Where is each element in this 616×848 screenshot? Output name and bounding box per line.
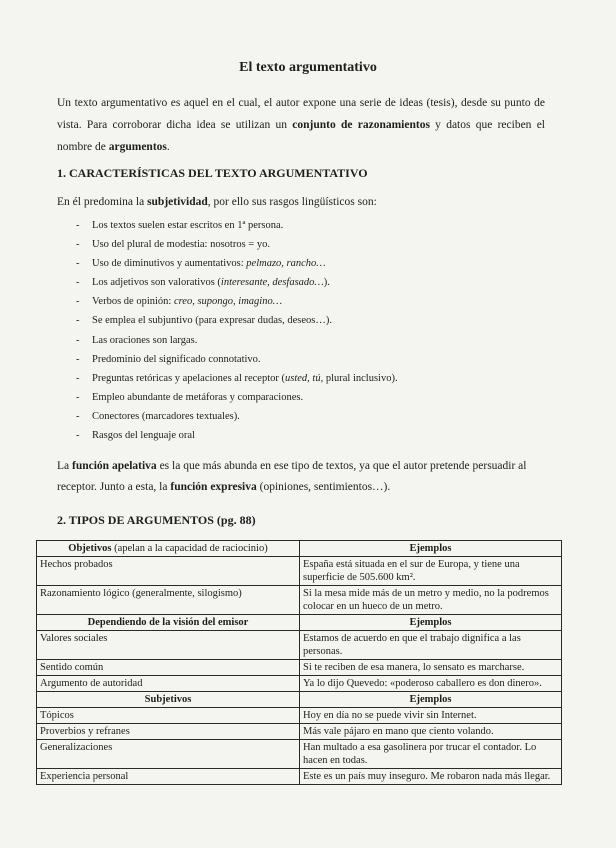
item-text: Verbos de opinión:	[92, 296, 174, 308]
argument-example: Estamos de acuerdo en que el trabajo dignifica a las personas.	[300, 631, 562, 660]
function-paragraph	[57, 456, 545, 498]
argument-type: Sentido común	[37, 660, 300, 676]
item-text: Los textos suelen estar escritos en 1ª persona.	[92, 220, 284, 231]
list-item: - Predominio del significado connotativo.	[76, 353, 261, 365]
item-text: Uso de diminutivos y aumentativos:	[92, 258, 247, 270]
table-row	[37, 676, 562, 692]
list-item: - Uso de diminutivos y aumentativos: pelmazo, rancho…	[76, 258, 326, 270]
list-item: - Rasgos del lenguaje oral	[76, 430, 195, 442]
examples-header: Ejemplos	[300, 615, 562, 631]
item-example: creo, supongo, imagino…	[173, 296, 283, 308]
argument-type: Razonamiento lógico (generalmente, silogismo)	[37, 586, 300, 615]
function-bold-b: función expresiva	[170, 481, 257, 493]
item-tail: plural inclusivo).	[323, 372, 398, 384]
item-text: Predominio del significado connotativo.	[92, 353, 261, 365]
item-text: Los adjetivos son valorativos (	[92, 277, 221, 289]
item-text: Preguntas retóricas y apelaciones al receptor (	[92, 372, 285, 384]
list-item: - Uso del plural de modestia: nosotros = yo.	[76, 239, 270, 251]
list-item: - Los textos suelen estar escritos en 1ª persona.	[76, 220, 284, 231]
table-row	[37, 586, 562, 615]
list-item: - Empleo abundante de metáforas y comparaciones.	[76, 391, 304, 403]
item-text: Rasgos del lenguaje oral	[92, 430, 195, 442]
subjective-header: Subjetivos	[37, 692, 300, 708]
list-item: - Las oraciones son largas.	[76, 334, 198, 346]
argument-example: Ya lo dijo Quevedo: «poderoso caballero es don dinero».	[300, 676, 562, 692]
intro-bold-a: conjunto de razonamientos	[292, 119, 430, 131]
lead-bold: subjetividad	[147, 196, 208, 208]
list-item: - Verbos de opinión: creo, supongo, imagino…	[76, 296, 283, 308]
list-item: - Los adjetivos son valorativos (interesante, desfasado…).	[76, 277, 330, 289]
argument-type: Tópicos	[37, 708, 300, 724]
argument-example: España está situada en el sur de Europa, y tiene una superficie de 505.600 km².	[300, 557, 562, 586]
examples-header: Ejemplos	[300, 692, 562, 708]
table-row	[37, 660, 562, 676]
argument-type: Argumento de autoridad	[37, 676, 300, 692]
item-text: Las oraciones son largas.	[92, 334, 198, 346]
item-tail: ).	[323, 277, 330, 289]
item-example: interesante, desfasado…	[220, 277, 324, 289]
table-row	[37, 631, 562, 660]
argument-example: Hoy en día no se puede vivir sin Internet.	[300, 708, 562, 724]
argument-example: Si te reciben de esa manera, lo sensato es marcharse.	[300, 660, 562, 676]
intro-bold-b: argumentos	[108, 141, 167, 153]
page-title: El texto argumentativo	[239, 60, 377, 75]
list-item: - Preguntas retóricas y apelaciones al receptor (usted, tú, plural inclusivo).	[76, 372, 398, 384]
list-item: - Se emplea el subjuntivo (para expresar dudas, deseos…).	[76, 315, 332, 327]
function-text-b: es la que más abunda en ese tipo de textos, ya que el autor pretende persuadir al receptor. Junto a esta, la	[57, 460, 527, 493]
section2-heading: 2. TIPOS DE ARGUMENTOS (pg. 88)	[57, 513, 256, 527]
item-example: usted, tú,	[285, 372, 324, 384]
table-row	[37, 557, 562, 586]
table-row	[37, 708, 562, 724]
table-row	[37, 740, 562, 769]
table-header-row	[37, 615, 562, 631]
item-text: Uso del plural de modestia: nosotros = yo.	[92, 239, 270, 251]
intro-text-b: y datos que reciben el nombre de	[57, 119, 545, 153]
intro-text-c: .	[166, 141, 170, 153]
argument-type: Experiencia personal	[37, 769, 300, 785]
section1-heading: 1. CARACTERÍSTICAS DEL TEXTO ARGUMENTATIVO	[57, 166, 368, 180]
item-text: Empleo abundante de metáforas y comparaciones.	[92, 391, 304, 403]
argument-type: Generalizaciones	[37, 740, 300, 769]
function-text-a: La	[57, 460, 73, 472]
intro-paragraph	[57, 92, 545, 158]
examples-header: Ejemplos	[300, 541, 562, 557]
argument-example: Si la mesa mide más de un metro y medio, no la podremos colocar en un hueco de un metro.	[300, 586, 562, 615]
arguments-table	[36, 540, 562, 785]
argument-example: Este es un país muy inseguro. Me robaron nada más llegar.	[300, 769, 562, 785]
item-example: pelmazo, rancho…	[246, 258, 326, 270]
function-bold-a: función apelativa	[72, 460, 157, 472]
table-row	[37, 769, 562, 785]
argument-type: Valores sociales	[37, 631, 300, 660]
argument-example: Más vale pájaro en mano que ciento volando.	[300, 724, 562, 740]
function-text-c: (opiniones, sentimientos…).	[256, 481, 391, 493]
objective-header	[37, 541, 300, 557]
section1-lead	[57, 192, 545, 213]
lead-text-b: , por ello sus rasgos lingüísticos son:	[207, 196, 377, 208]
argument-type: Proverbios y refranes	[37, 724, 300, 740]
argument-type: Hechos probados	[37, 557, 300, 586]
objective-header-rest: (apelan a la capacidad de raciocinio)	[111, 543, 268, 554]
argument-example: Han multado a esa gasolinera por trucar el contador. Lo hacen en todas.	[300, 740, 562, 769]
table-row	[37, 724, 562, 740]
objective-header-bold: Objetivos	[68, 543, 112, 554]
item-text: Se emplea el subjuntivo (para expresar dudas, deseos…).	[92, 315, 332, 327]
features-list	[76, 216, 536, 445]
list-item: - Conectores (marcadores textuales).	[76, 410, 240, 422]
lead-text-a: En él predomina la	[57, 196, 148, 208]
item-text: Conectores (marcadores textuales).	[92, 410, 240, 422]
intro-text-a: Un texto argumentativo es aquel en el cual, el autor expone una serie de ideas (tesis), desde su punto de vista. Para corroborar dicha idea se utilizan un	[57, 97, 545, 131]
table-header-row	[37, 541, 562, 557]
emitter-header: Dependiendo de la visión del emisor	[37, 615, 300, 631]
table-header-row	[37, 692, 562, 708]
